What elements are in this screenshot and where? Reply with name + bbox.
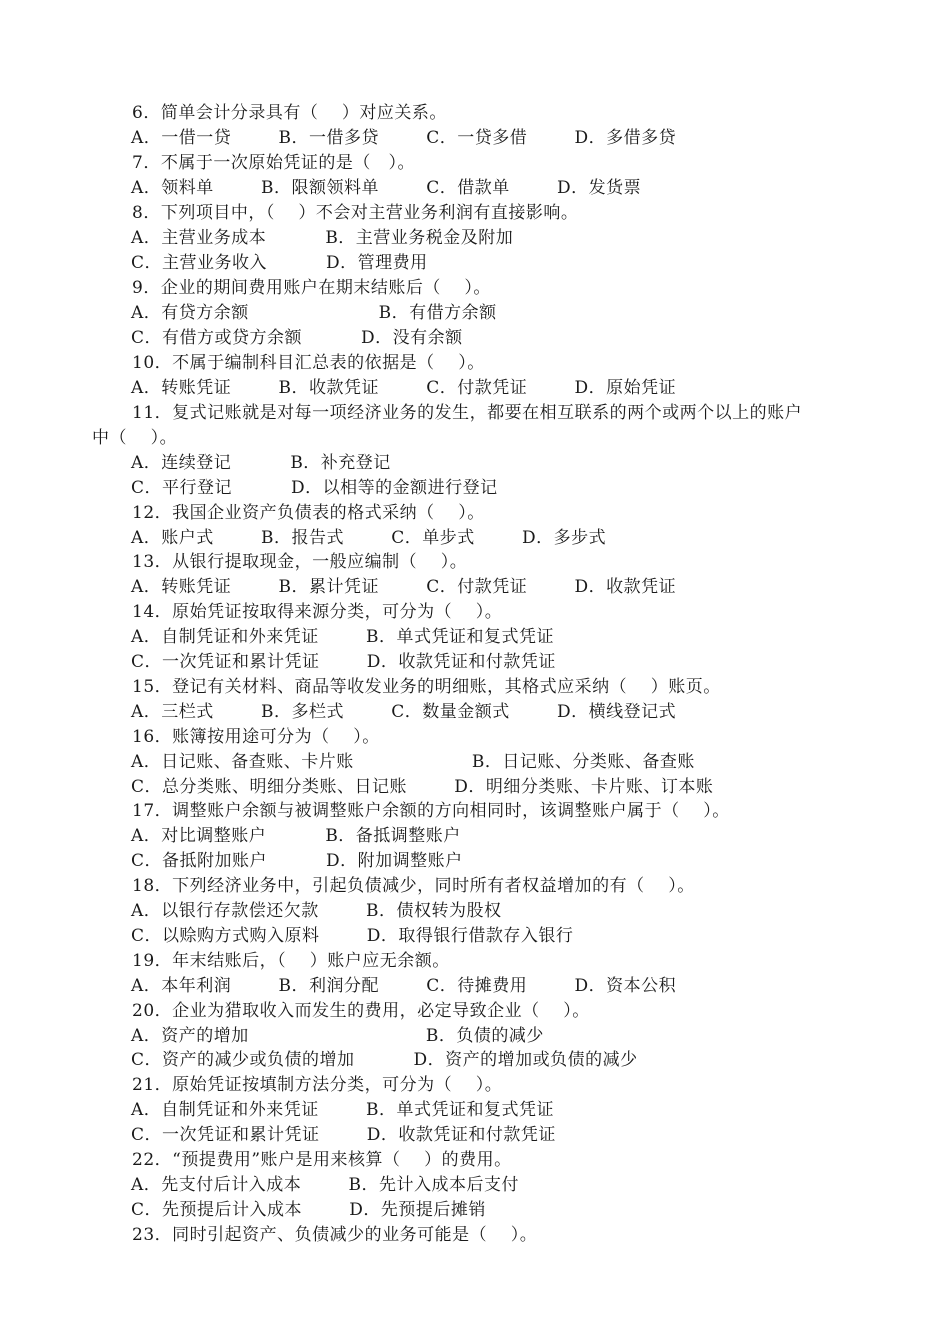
question-9: 9．企业的期间费用账户在期末结账后（ ）。	[132, 278, 491, 298]
question-7: 7．不属于一次原始凭证的是（ ）。	[132, 153, 416, 173]
options-17a: A．对比调整账户 B．备抵调整账户	[131, 826, 461, 846]
options-8a: A．主营业务成本 B．主营业务税金及附加	[131, 228, 514, 248]
question-11-cont: 中（ ）。	[92, 428, 178, 448]
options-18b: C．以赊购方式购入原料 D．取得银行借款存入银行	[131, 926, 574, 946]
options-17b: C．备抵附加账户 D．附加调整账户	[131, 851, 463, 871]
options-13: A．转账凭证 B．累计凭证 C．付款凭证 D．收款凭证	[131, 577, 677, 597]
question-23: 23．同时引起资产、负债减少的业务可能是（ ）。	[132, 1225, 538, 1245]
options-10: A．转账凭证 B．收款凭证 C．付款凭证 D．原始凭证	[131, 378, 677, 398]
options-9a: A．有贷方余额 B．有借方余额	[131, 303, 497, 323]
options-16a: A．日记账、备查账、卡片账 B．日记账、分类账、备查账	[131, 752, 695, 772]
question-8: 8．下列项目中，（ ）不会对主营业务利润有直接影响。	[132, 203, 579, 223]
question-22: 22．“预提费用”账户是用来核算（ ）的费用。	[132, 1150, 512, 1170]
question-14: 14．原始凭证按取得来源分类，可分为（ ）。	[132, 602, 503, 622]
options-20b: C．资产的减少或负债的增加 D．资产的增加或负债的减少	[131, 1050, 638, 1070]
options-18a: A．以银行存款偿还欠款 B．债权转为股权	[131, 901, 502, 921]
options-9b: C．有借方或贷方余额 D．没有余额	[131, 328, 463, 348]
options-8b: C．主营业务收入 D．管理费用	[131, 253, 428, 273]
options-7: A．领料单 B．限额领料单 C．借款单 D．发货票	[131, 178, 642, 198]
question-6: 6．简单会计分录具有（ ）对应关系。	[132, 103, 447, 123]
options-19: A．本年利润 B．利润分配 C．待摊费用 D．资本公积	[131, 976, 677, 996]
options-20a: A．资产的增加 B．负债的减少	[131, 1026, 544, 1046]
options-21a: A．自制凭证和外来凭证 B．单式凭证和复式凭证	[131, 1100, 554, 1120]
question-17: 17．调整账户余额与被调整账户余额的方向相同时，该调整账户属于（ ）。	[132, 801, 730, 821]
question-12: 12．我国企业资产负债表的格式采纳（ ）。	[132, 503, 485, 523]
question-18: 18．下列经济业务中，引起负债减少，同时所有者权益增加的有（ ）。	[132, 876, 695, 896]
options-12: A．账户式 B．报告式 C．单步式 D．多步式	[131, 528, 607, 548]
options-22a: A．先支付后计入成本 B．先计入成本后支付	[131, 1175, 519, 1195]
options-22b: C．先预提后计入成本 D．先预提后摊销	[131, 1200, 486, 1220]
options-15: A．三栏式 B．多栏式 C．数量金额式 D．横线登记式	[131, 702, 677, 722]
question-16: 16．账簿按用途可分为（ ）。	[132, 727, 380, 747]
options-21b: C．一次凭证和累计凭证 D．收款凭证和付款凭证	[131, 1125, 556, 1145]
question-20: 20．企业为猎取收入而发生的费用，必定导致企业（ ）。	[132, 1001, 590, 1021]
question-19: 19．年末结账后，（ ）账户应无余额。	[132, 951, 450, 971]
question-11: 11．复式记账就是对每一项经济业务的发生，都要在相互联系的两个或两个以上的账户	[132, 403, 803, 423]
options-11b: C．平行登记 D．以相等的金额进行登记	[131, 478, 498, 498]
question-13: 13．从银行提取现金，一般应编制（ ）。	[132, 552, 468, 572]
options-14b: C．一次凭证和累计凭证 D．收款凭证和付款凭证	[131, 652, 556, 672]
question-10: 10．不属于编制科目汇总表的依据是（ ）。	[132, 353, 485, 373]
options-16b: C．总分类账、明细分类账、日记账 D．明细分类账、卡片账、订本账	[131, 777, 714, 797]
question-15: 15．登记有关材料、商品等收发业务的明细账，其格式应采纳（ ）账页。	[132, 677, 721, 697]
question-21: 21．原始凭证按填制方法分类，可分为（ ）。	[132, 1075, 503, 1095]
options-14a: A．自制凭证和外来凭证 B．单式凭证和复式凭证	[131, 627, 554, 647]
options-6: A．一借一贷 B．一借多贷 C．一贷多借 D．多借多贷	[131, 128, 677, 148]
options-11a: A．连续登记 B．补充登记	[131, 453, 391, 473]
